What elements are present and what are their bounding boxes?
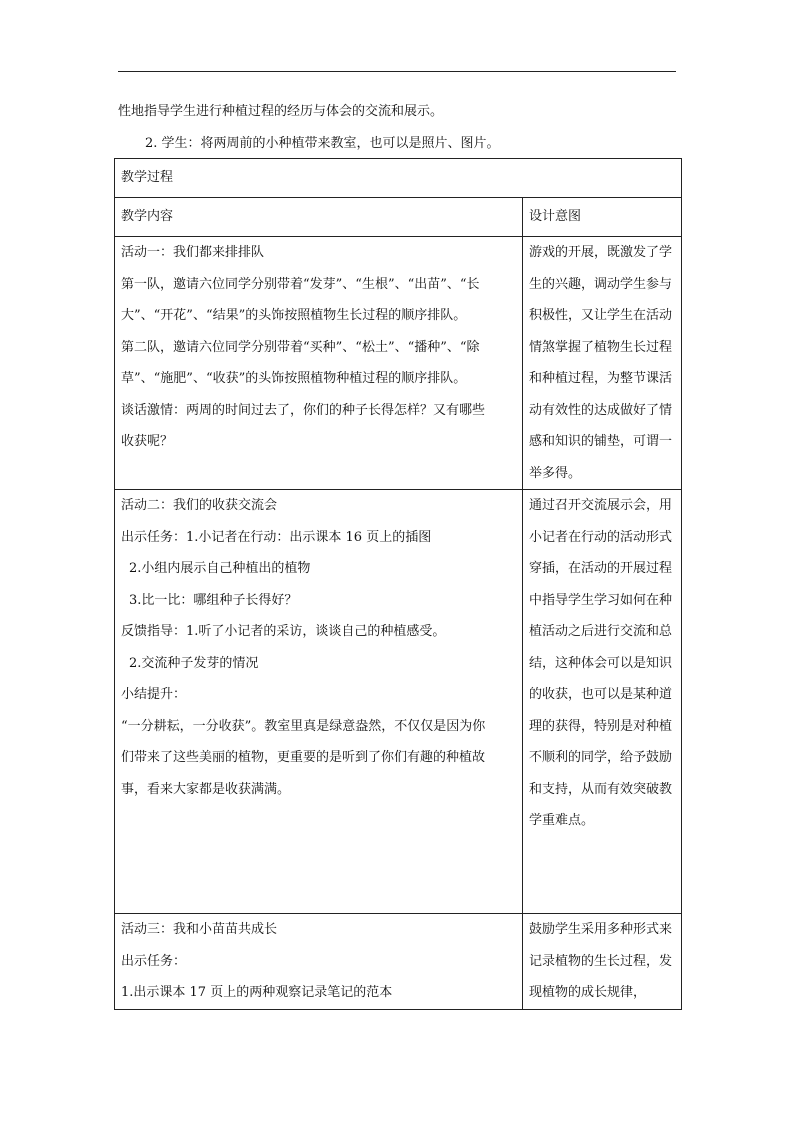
col-intent-label: 设计意图 [529,209,582,224]
col-content-header [115,198,523,237]
content-line: 事，看来大家都是收获满满。 [121,781,291,797]
content-line: 小结提升： [121,687,187,702]
intro-line-1: 性地指导学生进行种植过程的经历与体会的交流和展示。 [118,104,444,119]
content-line: 出示任务： [121,953,187,969]
content-line: 1.出示课本 17 页上的两种观察记录笔记的范本 [121,985,393,1000]
content-line: 收获呢？ [121,434,174,449]
content-line: 大”、“开花”、“结果”的头饰按照植物生长过程的顺序排队。 [121,308,467,323]
col-content-label: 教学内容 [121,209,174,224]
row1-content [115,237,523,490]
content-line: 谈话激情：两周的时间过去了，你们的种子长得怎样？又有哪些 [121,402,486,418]
section-title-cell [115,159,682,198]
content-line: “一分耕耘，一分收获”。教室里真是绿意盎然，不仅仅是因为你 [121,718,486,734]
content-line: 出示任务：1.小记者在行动：出示课本 16 页上的插图 [121,529,432,545]
row2-intent [523,490,682,914]
activity-3-title: 活动三：我和小苗苗共成长 [121,922,278,937]
intent-text: 通过召开交流展示会，用小记者在行动的活动形式穿插，在活动的开展过程中指导学生学习如何在种植活动之后进行交流和总结，这种体会可以是知识的收获，也可以是某种道理的获得，特别是对种植不顺利的同学，给予鼓励和支持，从而有效突破教学重难点。 [529,498,673,828]
lesson-table [114,158,682,1010]
content-line: 草”、“施肥”、“收获”的头饰按照植物种植过程的顺序排队。 [121,371,467,386]
intro-line-2: 2. 学生：将两周前的小种植带来教室，也可以是照片、图片。 [145,136,500,151]
activity-1-title: 活动一：我们都来排排队 [121,245,265,260]
activity-2-title: 活动二：我们的收获交流会 [121,498,278,513]
intent-text: 游戏的开展，既激发了学生的兴趣，调动学生参与积极性，又让学生在活动情煞掌握了植物生长过程和种植过程，为整节课活动有效性的达成做好了情感和知识的铺垫，可谓一举多得。 [529,245,673,481]
content-line: 3.比一比：哪组种子长得好？ [129,592,298,608]
intent-text: 鼓励学生采用多种形式来记录植物的生长过程，发现植物的成长规律， [529,922,673,1000]
header-rule [118,71,676,72]
row2-content [115,490,523,914]
content-line: 反馈指导：1.听了小记者的采访，谈谈自己的种植感受。 [121,624,446,639]
col-intent-header [523,198,682,237]
section-title: 教学过程 [121,170,174,185]
content-line: 2.交流种子发芽的情况 [129,655,259,671]
row3-intent [523,914,682,1010]
content-line: 第二队，邀请六位同学分别带着“买种”、“松土”、“播种”、“除 [121,339,480,355]
content-line: 2.小组内展示自己种植出的植物 [129,561,311,576]
content-line: 们带来了这些美丽的植物，更重要的是听到了你们有趣的种植故 [121,750,486,765]
row3-content [115,914,523,1010]
content-line: 第一队，邀请六位同学分别带着“发芽”、“生根”、“出苗”、“长 [121,276,480,292]
row1-intent [523,237,682,490]
